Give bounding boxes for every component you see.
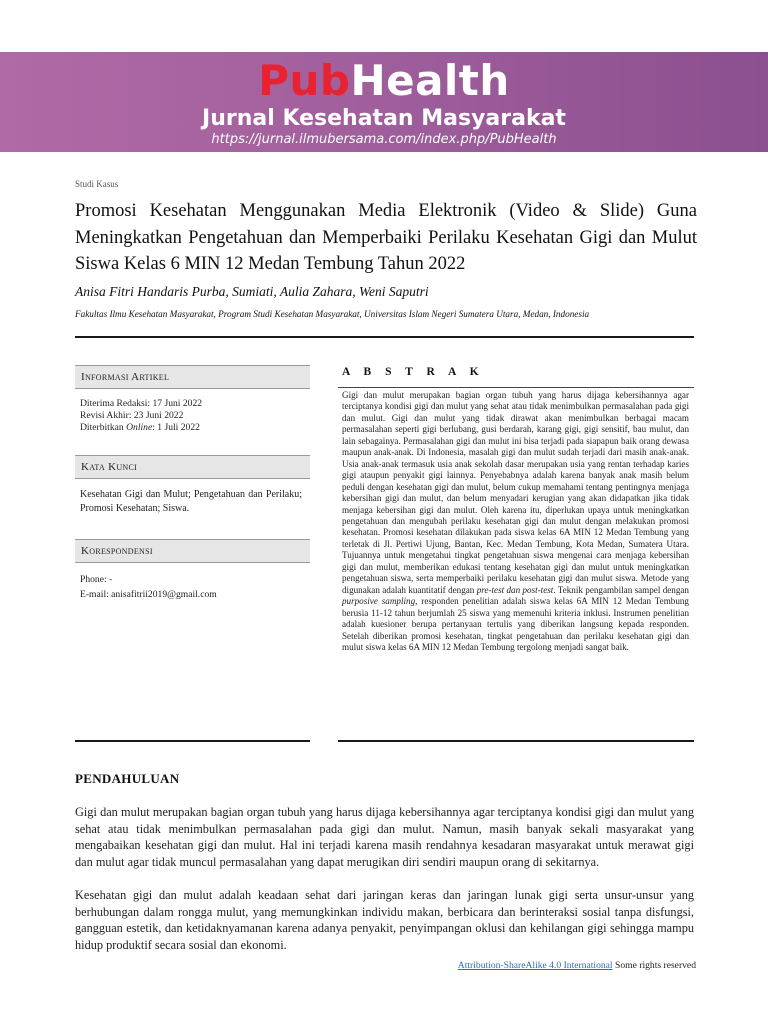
info-body bbox=[75, 389, 310, 455]
article-category: Studi Kasus bbox=[75, 179, 119, 189]
abstract-part-1: Gigi dan mulut merupakan bagian organ tubuh yang harus dijaga kebersihannya agar terciptanya kondisi gigi dan mulut yang sehat atau tidak menimbulkan permasalahan pada gigi dan mulut. Gigi dan mulut yang tidak dirawat akan menimbulkan berbagai macam permasalahan seperti gigi berlubang, gusi berdarah, karang gigi, gigi sensitif, bau mulut, dan lain sebagainya. Permasalahan gigi dan mulut ini bisa terjadi pada siapapun baik orang dewasa maupun anak-anak. Di Indonesia, masalah gigi dan mulut sudah terjadi dari masih anak-anak. Usia anak-anak termasuk usia anak sekolah dasar merupakan usia yang rentan terhadap karies gigi ataupun penyakit gigi lainnya. Penyebabnya adalah karena banyak anak masih belum peduli dengan kesehatan gigi dan mulut, belum cukup memahami tentang pentingnya menjaga kebersihan gigi dan mulut, dan belum menyadari kerugian yang akan didapatkan jika tidak menjaga kebersihan gigi dan mulut. Oleh karena itu, diperlukan upaya untuk meningkatkan pengetahuan dan mengubah perilaku kesehatan gigi dan mulut dengan melakukan promosi kesehatan. Promosi kesehatan dilakukan pada siswa kelas 6A MIN 12 Medan Tembung yang terletak di Jl. Pertiwi Ujung, Bantan, Kec. Medan Tembung, Kota Medan, Sumatera Utara. Tujuannya untuk mengetahui tingkat pengetahuan siswa mengenai cara menjaga kebersihan gigi dan mulut, memberikan edukasi tentang kesehatan gigi dan mulut untuk meningkatkan pengetahuan siswa, serta memperbaiki perilaku kesehatan gigi dan mulut siswa. Metode yang digunakan adalah kuantitatif dengan bbox=[342, 390, 689, 595]
intro-paragraph-2: Kesehatan gigi dan mulut adalah keadaan sehat dari jaringan keras dan jaringan lunak gigi serta unsur-unsur yang berhubungan dalam rongga mulut, yang memungkinkan individu makan, berbicara dan berinteraksi sosial tanpa disfungsi, gangguan estetik, dan ketidaknyamanan karena adanya penyakit, penyimpangan oklusi dan kehilangan gigi sehingga mampu hidup produktif secara sosial dan ekonomi. bbox=[75, 888, 694, 952]
logo-health: Health bbox=[350, 56, 510, 105]
article-info-column bbox=[75, 365, 310, 602]
header-divider bbox=[75, 336, 694, 338]
journal-logo bbox=[0, 56, 768, 106]
license-suffix: Some rights reserved bbox=[612, 960, 696, 971]
keywords-heading: Kata Kunci bbox=[75, 455, 310, 479]
license-link[interactable]: Attribution-ShareAlike 4.0 International bbox=[457, 960, 613, 971]
correspondence-body bbox=[75, 563, 310, 602]
journal-name: Jurnal Kesehatan Masyarakat bbox=[202, 106, 566, 131]
journal-banner bbox=[0, 52, 768, 152]
published-date bbox=[80, 422, 304, 434]
logo-pub: Pub bbox=[258, 56, 351, 105]
abstract-part-3: , responden penelitian adalah siswa kelas 6A MIN 12 Medan Tembung berusia 11-12 tahun berjumlah 25 siswa yang memenuhi kriteria inklusi. Instrumen penelitian adalah kuesioner berupa pertanyaan tertulis yang diberikan langsung kepada responden. Setelah diberikan promosi kesehatan, tingkat pengetahuan dan perilaku kesehatan gigi dan mulut siswa kelas 6A MIN 12 Medan Tembung tergolong menjadi sangat baik. bbox=[342, 596, 689, 652]
published-prefix: Diterbitkan bbox=[80, 422, 127, 433]
correspondence-heading: Korespondensi bbox=[75, 539, 310, 563]
abstract-em-1: pre-test dan post-test bbox=[476, 584, 554, 595]
info-heading: Informasi Artikel bbox=[75, 365, 310, 389]
abstract-em-2: purposive sampling bbox=[342, 596, 416, 607]
introduction-heading: PENDAHULUAN bbox=[75, 771, 180, 786]
keywords-body bbox=[75, 479, 310, 539]
abstract-divider bbox=[338, 387, 694, 388]
article-authors: Anisa Fitri Handaris Purba, Sumiati, Aulia Zahara, Weni Saputri bbox=[75, 284, 429, 299]
left-column-bottom-rule bbox=[75, 740, 310, 742]
article-affiliation: Fakultas Ilmu Kesehatan Masyarakat, Program Studi Kesehatan Masyarakat, Universitas Islam Negeri Sumatera Utara, Medan, Indonesia bbox=[75, 309, 590, 319]
revised-date: Revisi Akhir: 23 Juni 2022 bbox=[80, 410, 184, 421]
published-online: Online bbox=[126, 422, 153, 433]
license-notice bbox=[458, 960, 696, 971]
published-suffix: : 1 Juli 2022 bbox=[152, 422, 200, 433]
email[interactable]: E-mail: anisafitrii2019@gmail.com bbox=[80, 589, 217, 600]
article-title: Promosi Kesehatan Menggunakan Media Elektronik (Video & Slide) Guna Meningkatkan Pengetahuan dan Memperbaiki Perilaku Kesehatan Gigi dan Mulut Siswa Kelas 6 MIN 12 Medan Tembung Tahun 2022 bbox=[75, 201, 697, 274]
abstract-heading: A B S T R A K bbox=[342, 366, 485, 378]
abstract-part-2: . Teknik pengambilan sampel dengan bbox=[553, 584, 689, 595]
keywords-text: Kesehatan Gigi dan Mulut; Pengetahuan dan Perilaku; Promosi Kesehatan; Siswa. bbox=[80, 489, 302, 514]
received-date: Diterima Redaksi: 17 Juni 2022 bbox=[80, 398, 203, 409]
journal-url[interactable]: https://jurnal.ilmubersama.com/index.php/PubHealth bbox=[211, 132, 557, 147]
abstract-bottom-rule bbox=[338, 740, 694, 742]
intro-paragraph-1: Gigi dan mulut merupakan bagian organ tubuh yang harus dijaga kebersihannya agar terciptanya kondisi gigi dan mulut yang sehat atau tidak menimbulkan permasalahan pada gigi dan mulut. Namun, masih banyak sekali masyarakat yang mengabaikan kesehatan gigi dan mulut. Hal ini terjadi karena masih rendahnya kesadaran masyarakat untuk merawat gigi dan mulut agar tidak muncul permasalahan yang dapat merugikan diri sendiri maupun orang di sekitarnya. bbox=[75, 805, 694, 869]
abstract-text bbox=[342, 390, 689, 653]
phone: Phone: - bbox=[80, 574, 113, 585]
